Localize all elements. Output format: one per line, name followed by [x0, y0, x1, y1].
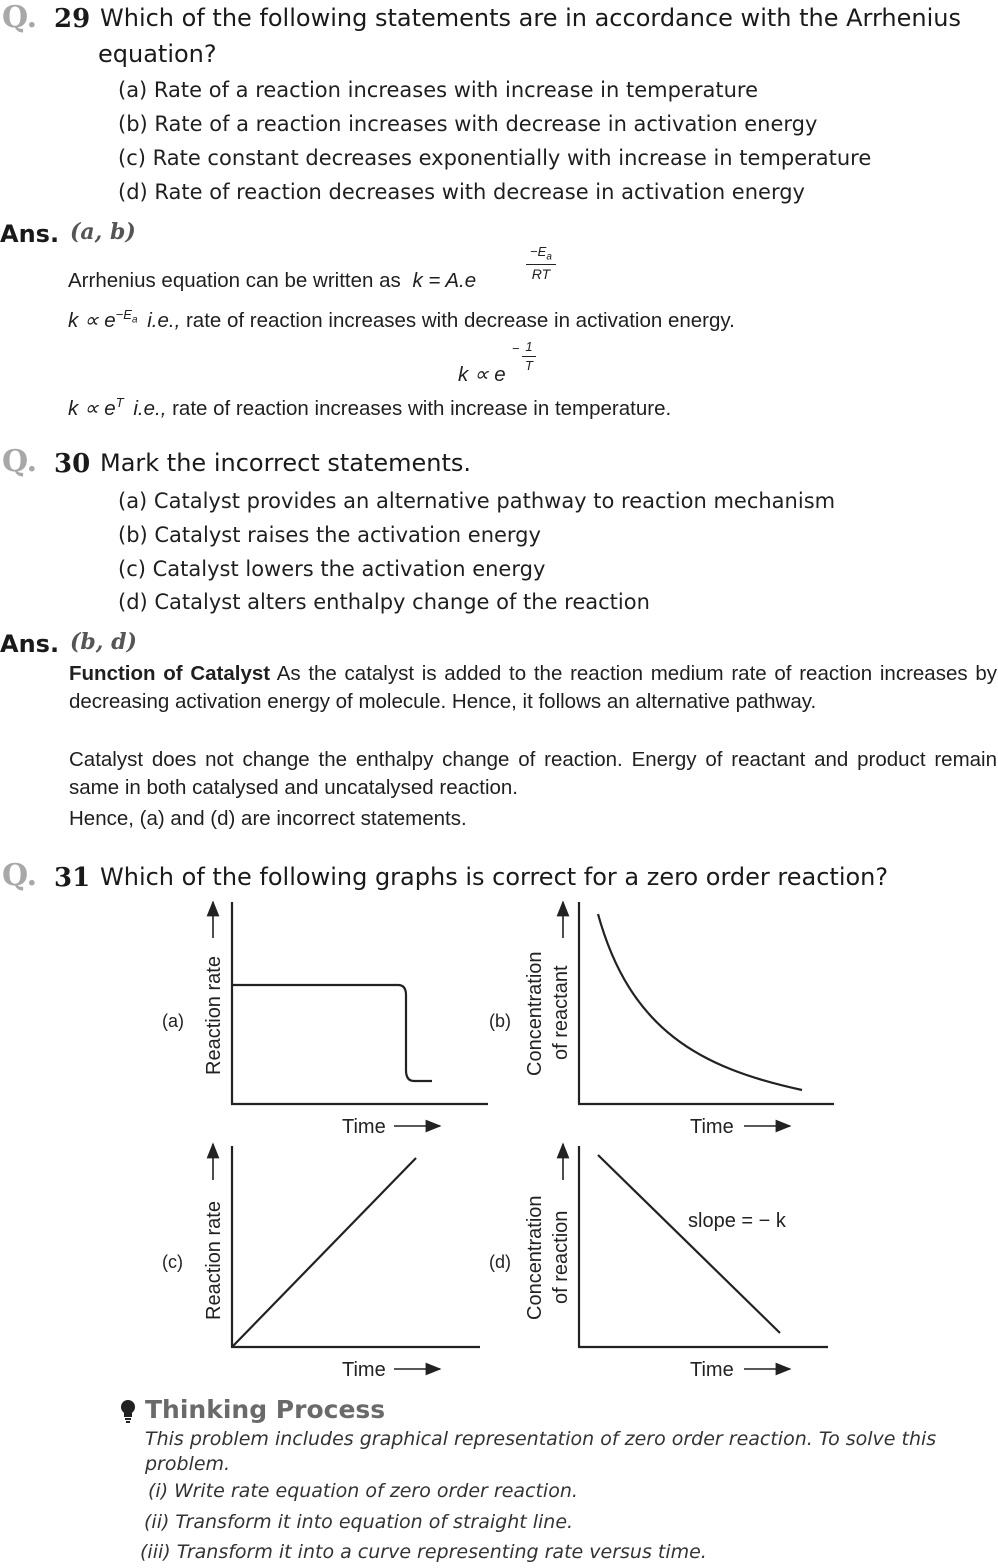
graph-d	[489, 1144, 828, 1381]
equation-lhs: k ∝ e	[68, 308, 116, 332]
x-axis-label: Time	[342, 1359, 386, 1381]
option-b: (b) Catalyst raises the activation energy	[118, 523, 541, 547]
graph-label: (b)	[489, 1011, 511, 1031]
data-curve	[232, 985, 432, 1081]
x-axis-label: Time	[690, 1116, 734, 1138]
exponent-sign: −	[512, 341, 520, 356]
question-number: 30	[54, 449, 91, 479]
question-marker: Q.	[2, 0, 38, 35]
option-a: (a) Rate of a reaction increases with increase in temperature	[118, 78, 758, 102]
equation-lhs: k = A.e	[412, 269, 477, 292]
equation-lhs: k ∝ e	[68, 396, 116, 420]
option-c: (c) Catalyst lowers the activation energy	[118, 557, 546, 581]
question-text: Which of the following statements are in accordance with the Arrhenius	[100, 4, 961, 32]
answer-paragraph: Hence, (a) and (d) are incorrect statements.	[69, 807, 467, 830]
explanation-line: $k \propto e^T$ i.e., rate of reaction increases with increase in temperature.	[68, 395, 672, 420]
question-text: Which of the following graphs is correct for a zero order reaction?	[100, 863, 889, 891]
data-line	[598, 1155, 780, 1333]
x-axis-label: Time	[690, 1359, 734, 1381]
y-axis-label: Reaction rate	[203, 956, 225, 1075]
option-d: (d) Catalyst alters enthalpy change of the reaction	[118, 590, 650, 614]
x-axis-label: Time	[342, 1116, 386, 1138]
question-marker: Q.	[2, 858, 38, 893]
data-curve	[598, 914, 802, 1090]
question-number: 29	[54, 4, 91, 34]
y-axis-label-line2: of reaction	[550, 1210, 572, 1304]
question-text-cont: equation?	[98, 40, 217, 68]
y-axis-label: Reaction rate	[203, 1201, 225, 1320]
thinking-step: (i) Write rate equation of zero order reaction.	[148, 1480, 578, 1502]
option-b: (b) Rate of a reaction increases with decrease in activation energy	[118, 112, 818, 136]
data-line	[233, 1158, 416, 1346]
graph-label: (c)	[162, 1252, 183, 1272]
option-d: (d) Rate of reaction decreases with decrease in activation energy	[118, 180, 805, 204]
exponent-denominator: T	[525, 358, 533, 373]
term-bold: Function of Catalyst	[69, 662, 271, 685]
exponent-denominator: RT	[531, 266, 551, 282]
fraction-bar	[522, 356, 536, 357]
graphs-figure	[0, 890, 998, 1390]
slope-annotation: slope = − k	[688, 1210, 786, 1232]
option-c: (c) Rate constant decreases exponentially with increase in temperature	[118, 146, 872, 170]
graph-label: (d)	[489, 1252, 511, 1272]
exponent-numerator: $-E_a$	[530, 244, 552, 263]
question-text: Mark the incorrect statements.	[100, 449, 472, 477]
explanation-line	[68, 269, 476, 293]
graph-a	[162, 902, 488, 1138]
question-marker: Q.	[2, 444, 38, 479]
lightbulb-icon	[118, 1398, 138, 1424]
y-axis-label-line2: of reactant	[550, 965, 572, 1060]
option-a: (a) Catalyst provides an alternative pathway to reaction mechanism	[118, 489, 836, 513]
explanation-line: $k \propto e^{-E_a}$ i.e., rate of reaction increases with decrease in activation energy.	[68, 307, 735, 332]
thinking-intro: This problem includes graphical representation of zero order reaction. To solve this	[145, 1428, 937, 1450]
thinking-process-title: Thinking Process	[145, 1395, 386, 1424]
fraction-bar	[526, 264, 556, 265]
equation-centered: k ∝ e	[458, 363, 506, 386]
answer-value: (b, d)	[70, 629, 137, 655]
thinking-intro-cont: problem.	[145, 1453, 231, 1475]
answer-label: Ans.	[0, 630, 60, 658]
answer-paragraph: Function of Catalyst As the catalyst is added to the reaction medium rate of reaction increases by decreasing activation energy of molecule. Hence, it follows an alternative pathway.	[69, 662, 997, 713]
explanation-text: Arrhenius equation can be written as	[68, 269, 401, 292]
y-axis-label: Concentration	[524, 1195, 546, 1320]
answer-value: (a, b)	[70, 219, 136, 245]
y-axis-label: Concentration	[524, 951, 546, 1076]
exponent-numerator: 1	[525, 339, 533, 354]
answer-label: Ans.	[0, 220, 60, 248]
answer-paragraph: Catalyst does not change the enthalpy change of reaction. Energy of reactant and product remain same in both catalysed and uncatalysed reaction.	[69, 748, 997, 799]
graph-b	[489, 902, 834, 1138]
thinking-step: (iii) Transform it into a curve representing rate versus time.	[140, 1541, 707, 1563]
thinking-step: (ii) Transform it into equation of straight line.	[144, 1511, 574, 1533]
question-number: 31	[54, 863, 91, 893]
graph-c	[162, 1144, 480, 1381]
graph-label: (a)	[162, 1011, 184, 1031]
